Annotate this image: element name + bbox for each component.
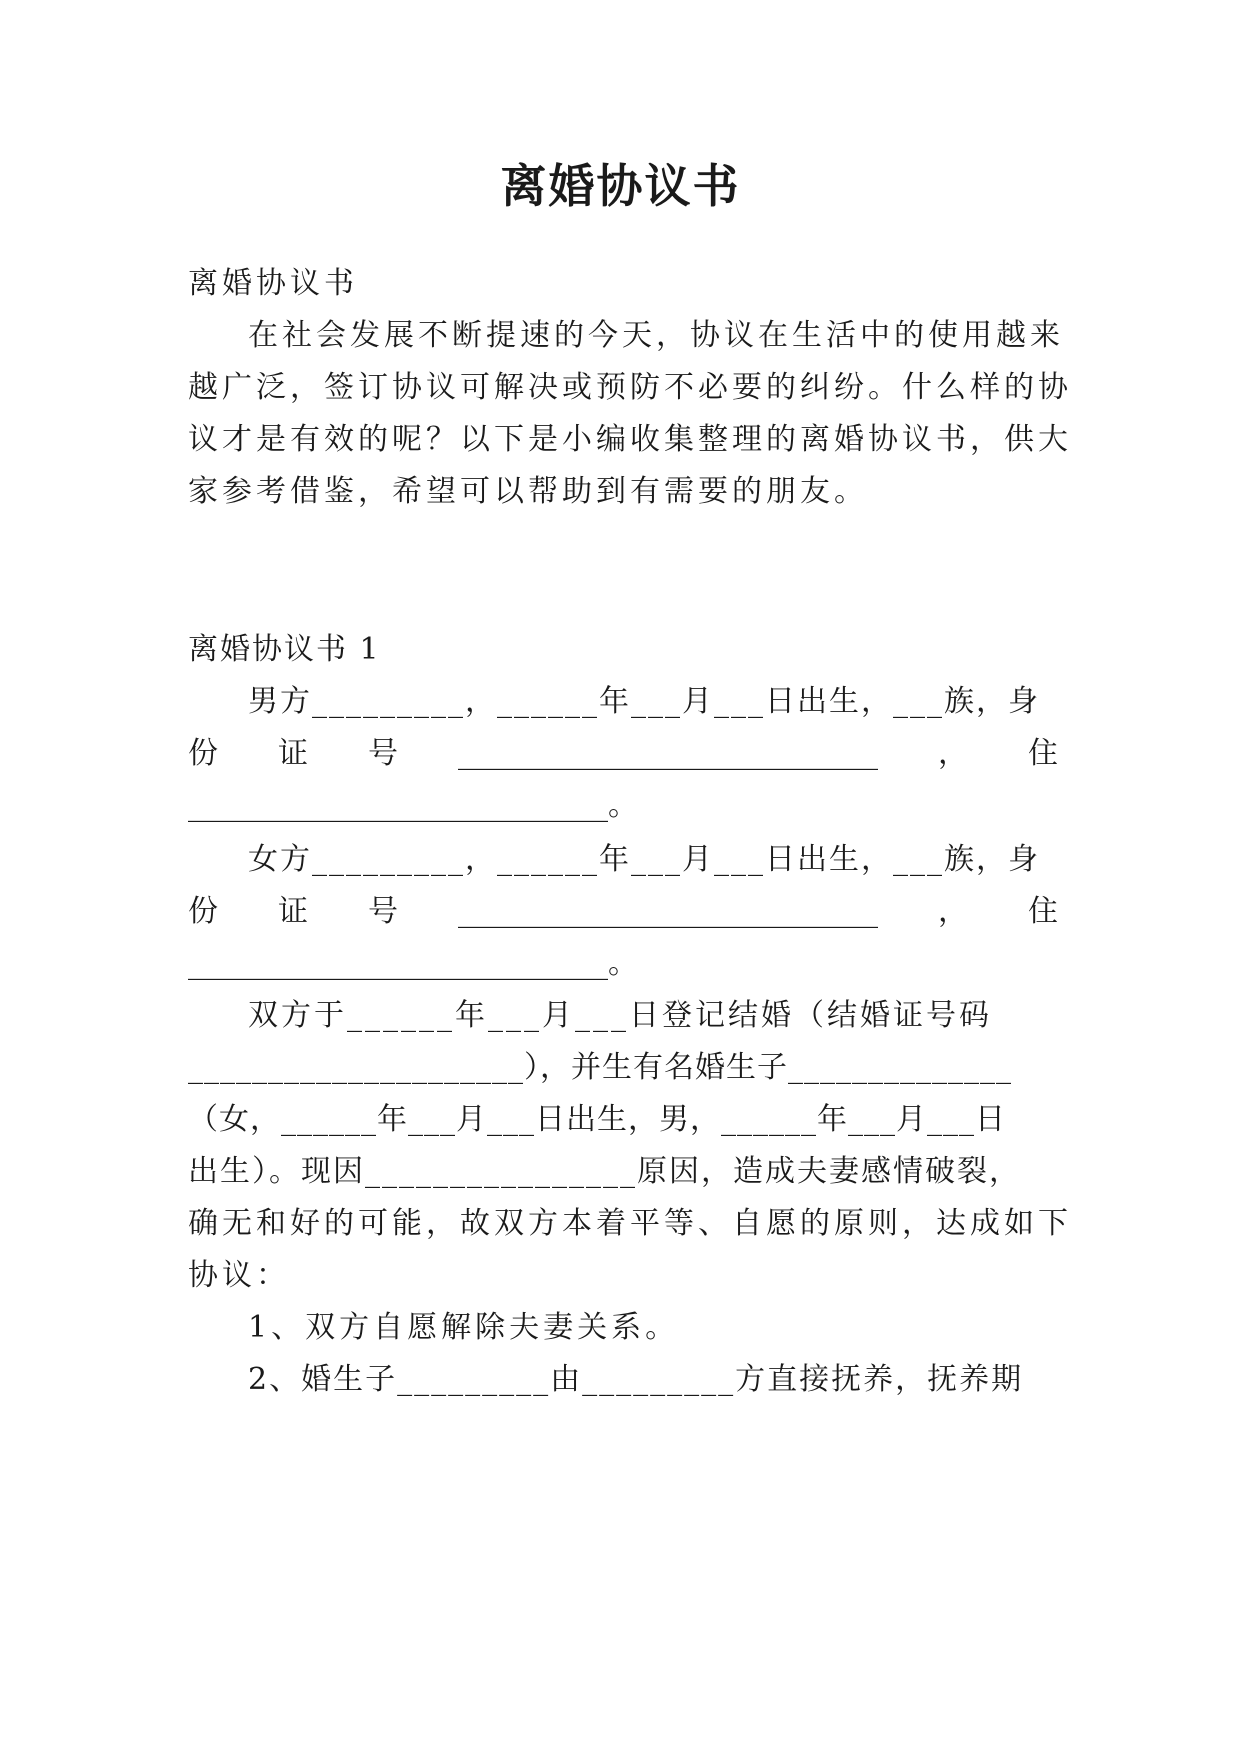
id-comma: ，	[938, 894, 968, 929]
id-char: 号	[368, 736, 398, 771]
id-char: 号	[368, 894, 398, 929]
marriage-line-5: 确无和好的可能，故双方本着平等、自愿的原则，达成如下	[188, 1206, 1072, 1241]
id-char: 住	[1028, 736, 1058, 771]
female-info-line: 女方_________，______年___月___日出生，___族，身	[248, 842, 1040, 877]
marriage-line-4: 出生）。现因________________原因，造成夫妻感情破裂，	[188, 1154, 1021, 1189]
marriage-line-6: 协议：	[188, 1258, 290, 1293]
marriage-line-2: _____________________），并生有名婚生子______________	[188, 1050, 1012, 1085]
id-char: 份	[188, 894, 218, 929]
document-title: 离婚协议书	[500, 159, 741, 213]
id-char: 证	[278, 894, 308, 929]
female-address-line: ____________________________。	[188, 946, 638, 981]
id-char: 住	[1028, 894, 1058, 929]
male-id-line	[188, 732, 1058, 776]
id-char: 证	[278, 736, 308, 771]
female-id-line	[188, 890, 1058, 934]
clause-2: 2、婚生子_________由_________方直接抚养，抚养期	[248, 1362, 1024, 1397]
intro-line-1: 在社会发展不断提速的今天，协议在生活中的使用越来	[248, 318, 1064, 353]
marriage-line-3: （女，______年___月___日出生，男，______年___月___日	[188, 1102, 1006, 1137]
male-info-line: 男方_________，______年___月___日出生，___族，身	[248, 684, 1040, 719]
intro-line-2: 越广泛，签订协议可解决或预防不必要的纠纷。什么样的协	[188, 370, 1072, 405]
id-char: 份	[188, 736, 218, 771]
id-blank: ____________________________	[458, 736, 878, 771]
intro-line-4: 家参考借鉴，希望可以帮助到有需要的朋友。	[188, 474, 868, 509]
section-label: 离婚协议书	[188, 266, 358, 301]
marriage-line-1: 双方于______年___月___日登记结婚（结婚证号码	[248, 998, 992, 1033]
intro-line-3: 议才是有效的呢？以下是小编收集整理的离婚协议书，供大	[188, 422, 1072, 457]
id-blank: ____________________________	[458, 894, 878, 929]
clause-1: 1、双方自愿解除夫妻关系。	[248, 1310, 680, 1345]
id-comma: ，	[938, 736, 968, 771]
male-address-line: ____________________________。	[188, 788, 638, 823]
agreement-heading: 离婚协议书 1	[188, 632, 381, 667]
